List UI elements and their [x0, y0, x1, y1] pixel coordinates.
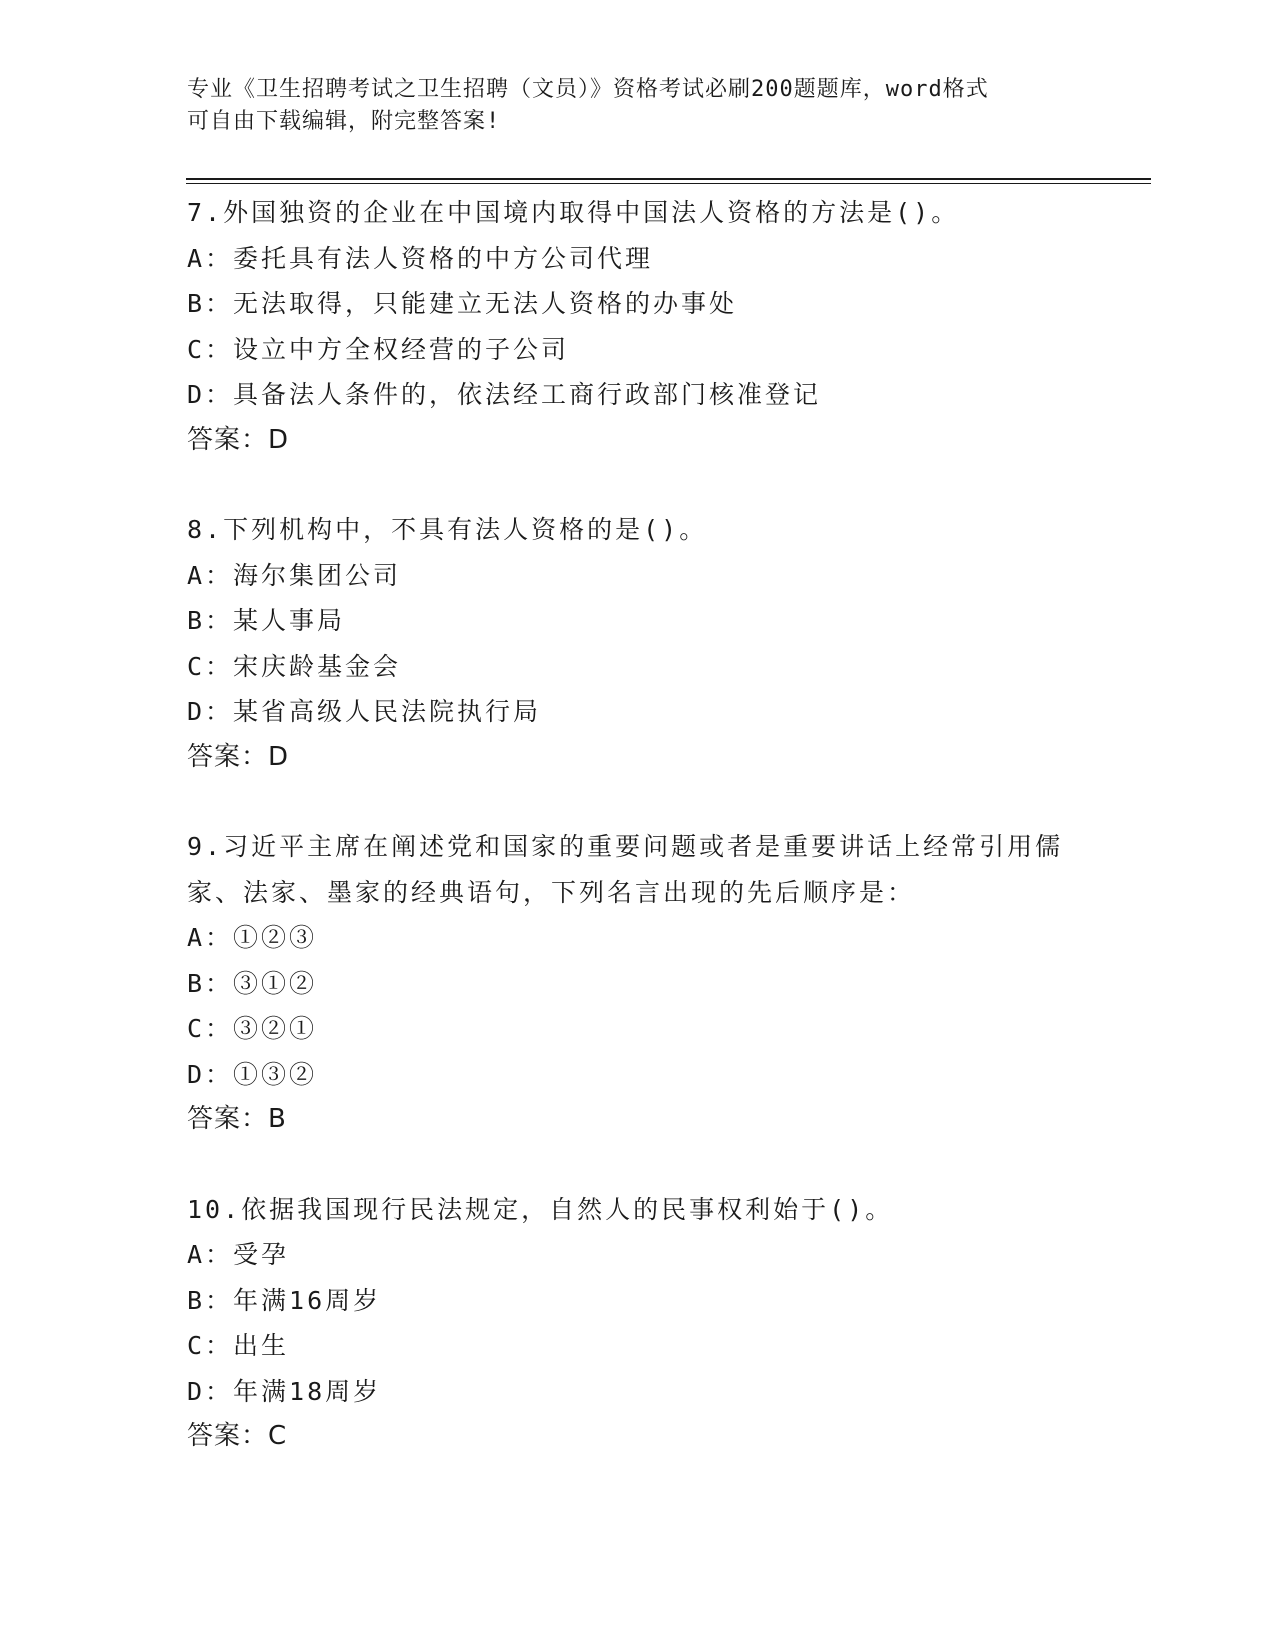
answer-line: 答案：B — [187, 1104, 287, 1134]
question-10 — [187, 1187, 1087, 1460]
document-header — [187, 74, 1087, 138]
option-d: D：年满18周岁 — [187, 1376, 382, 1406]
option-b: B：③①② — [187, 968, 318, 998]
question-9 — [187, 824, 1087, 1143]
option-a: A：①②③ — [187, 923, 318, 952]
question-stem: 7.外国独资的企业在中国境内取得中国法人资格的方法是()。 — [187, 198, 960, 227]
option-a: A：受孕 — [187, 1240, 290, 1269]
answer-line: 答案：C — [187, 1421, 288, 1451]
question-stem: 9.习近平主席在阐述党和国家的重要问题或者是重要讲话上经常引用儒家、法家、墨家的经典语句，下列名言出现的先后顺序是： — [187, 832, 1064, 907]
option-a: A：委托具有法人资格的中方公司代理 — [187, 243, 654, 273]
question-8 — [187, 507, 1087, 780]
answer-line: 答案：D — [187, 424, 290, 455]
option-b: B：某人事局 — [187, 606, 346, 635]
option-c: C：设立中方全权经营的子公司 — [187, 334, 570, 364]
option-d: D：某省高级人民法院执行局 — [187, 697, 542, 726]
answer-line: 答案：D — [187, 741, 290, 772]
header-divider-thick — [186, 178, 1151, 180]
option-b: B：年满16周岁 — [187, 1285, 382, 1315]
option-d: D：①③② — [187, 1059, 318, 1089]
header-line-1: 专业《卫生招聘考试之卫生招聘（文员）》资格考试必刷200题题库，word格式 — [187, 77, 989, 102]
option-c: C：③②① — [187, 1014, 318, 1043]
option-c: C：宋庆龄基金会 — [187, 651, 402, 681]
option-b: B：无法取得，只能建立无法人资格的办事处 — [187, 289, 738, 318]
question-stem: 10.依据我国现行民法规定，自然人的民事权利始于()。 — [187, 1194, 894, 1224]
option-a: A：海尔集团公司 — [187, 560, 402, 590]
question-7 — [187, 190, 1087, 463]
question-stem: 8.下列机构中，不具有法人资格的是()。 — [187, 515, 708, 544]
question-list — [187, 190, 1087, 1504]
option-c: C：出生 — [187, 1331, 290, 1360]
header-divider-thin — [186, 183, 1151, 184]
header-line-2: 可自由下载编辑，附完整答案! — [187, 109, 501, 134]
option-d: D：具备法人条件的，依法经工商行政部门核准登记 — [187, 380, 822, 409]
